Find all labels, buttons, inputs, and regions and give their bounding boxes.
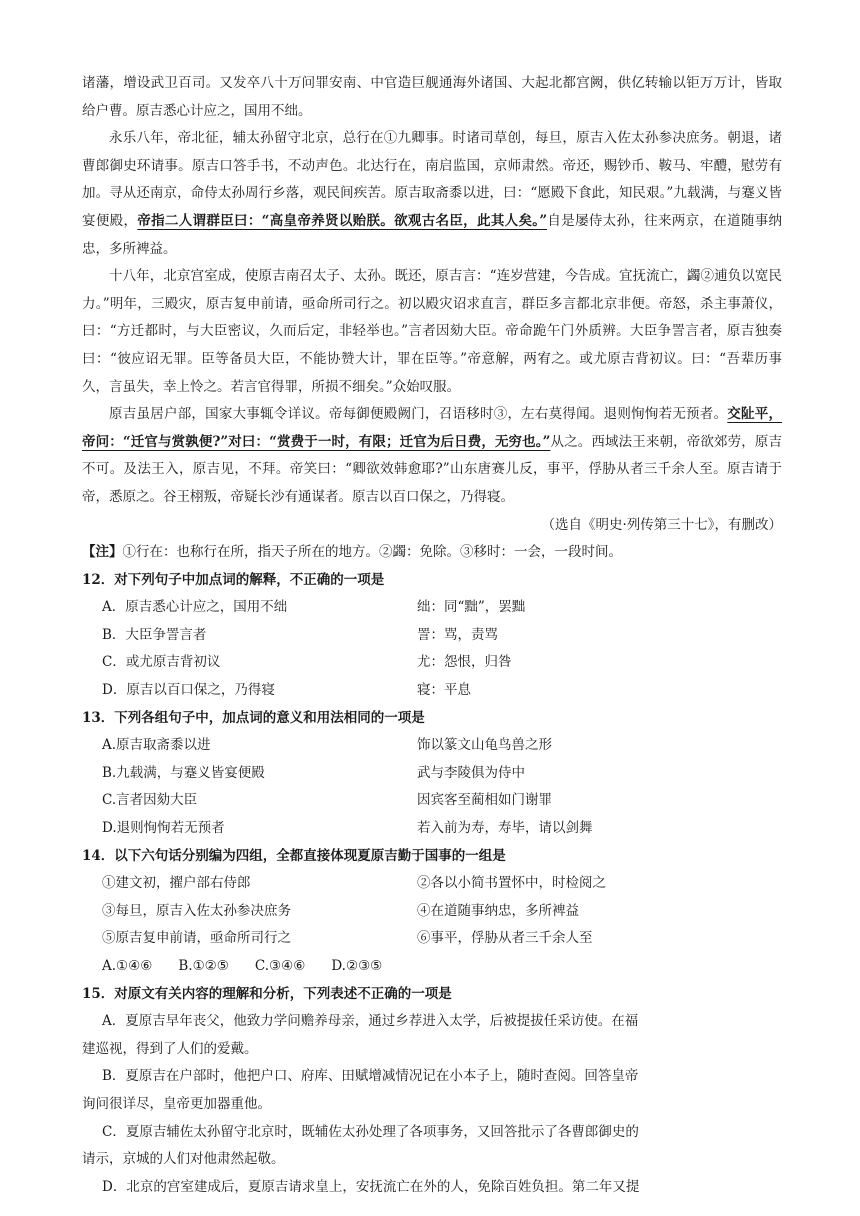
source-citation: （选自《明史·列传第三十七》，有删改） [541, 516, 782, 533]
option-sentence-2: 因宾客至蔺相如门谢罪 [417, 792, 552, 809]
option-sentence-1: A.原吉取斋黍以进 [102, 737, 211, 754]
passage-text: 从之。西域法王来朝，帝欲郊劳，原吉不可。及法王入，原吉见，不拜。帝笑曰：“卿欲效韩愈耶?”山东唐赛儿反，事平，俘胁从者三千余人至。原吉请于帝，悉原之。谷王栩叛，帝疑长沙有通谋者。原吉以百口保之，乃得寝。 [82, 433, 782, 505]
q12-option-b[interactable] [82, 622, 782, 650]
passage-paragraph-1 [82, 125, 782, 263]
q15-option-c[interactable]: C．夏原吉辅佐太孙留守北京时，既辅佐太孙处理了各项事务，又回答批示了各曹郎御史的 [102, 1123, 639, 1140]
q12-option-d[interactable] [82, 677, 782, 705]
underlined-sentence-1: 帝指二人谓群臣曰：“高皇帝养贤以贻朕。欲观古名臣，此其人矣。” [137, 212, 548, 229]
q14-item: ⑥事平，俘胁从者三千余人至 [417, 930, 593, 947]
q13-option-b[interactable] [82, 760, 782, 788]
option-gloss: 詈：骂，责骂 [417, 626, 498, 643]
option-sentence-1: D.退则恂恂若无预者 [102, 820, 225, 837]
q12-option-a[interactable] [82, 594, 782, 622]
q14-item: ③每旦，原吉入佐太孙参决庶务 [102, 902, 291, 919]
option-gloss: 寝：平息 [417, 682, 471, 699]
q13-option-d[interactable] [82, 815, 782, 843]
passage-text: 原吉虽居户部，国家大事辄令详议。帝每御便殿阙门，召语移时③，左右莫得闻。退则恂恂若无预者。 [109, 406, 728, 423]
q14-choice-c[interactable]: C.③④⑥ [254, 958, 306, 974]
passage-paragraph-3 [82, 401, 782, 511]
option-sentence-1: C.言者因劾大臣 [102, 792, 198, 809]
question-14-stem: 14．以下六句话分别编为四组，全都直接体现夏原吉勤于国事的一组是 [82, 847, 506, 864]
q14-item: ④在道随事纳忠，多所裨益 [417, 902, 579, 919]
option-gloss: 绌：同“黜”，罢黜 [417, 599, 526, 616]
option-sentence: D．原吉以百口保之，乃得寝 [102, 682, 275, 699]
option-sentence-1: B.九载满，与蹇义皆宴便殿 [102, 764, 265, 781]
q14-item: ⑤原吉复申前请，亟命所司行之 [102, 930, 291, 947]
q14-item: ②各以小简书置怀中，时检阅之 [417, 875, 606, 892]
q14-choice-a[interactable]: A.①④⑥ [102, 958, 153, 974]
q15-option-c-cont: 请示，京城的人们对他肃然起敬。 [82, 1151, 285, 1168]
option-sentence: A．原吉悉心计应之，国用不绌 [102, 599, 288, 616]
q14-choice-d[interactable]: D.②③⑤ [331, 958, 383, 974]
option-sentence: B．大臣争詈言者 [102, 626, 207, 643]
q15-option-d[interactable]: D．北京的宫室建成后，夏原吉请求皇上，安抚流亡在外的人，免除百姓负担。第二年又提 [102, 1178, 640, 1195]
q14-item-row [82, 870, 782, 898]
q14-item-row [82, 925, 782, 953]
passage-text: 自是屡侍太孙，往来两京，在道随事纳忠，多所裨益。 [82, 212, 783, 257]
question-15-stem: 15．对原文有关内容的理解和分析，下列表述不正确的一项是 [82, 985, 452, 1002]
exam-page [82, 70, 782, 1201]
option-sentence-2: 若入前为寿，寿毕，请以剑舞 [417, 820, 593, 837]
option-gloss: 尤：怨恨，归咎 [417, 654, 512, 671]
option-sentence-2: 饰以篆文山龟鸟兽之形 [417, 737, 552, 754]
annotation-note [82, 539, 782, 567]
note-label: 【注】 [82, 544, 123, 561]
q13-option-c[interactable] [82, 787, 782, 815]
q12-option-c[interactable] [82, 649, 782, 677]
note-text: ①行在：也称行在所，指天子所在的地方。②蠲：免除。③移时：一会，一段时间。 [122, 544, 622, 561]
passage-paragraph-2: 十八年，北京宫室成，使原吉南召太子、太孙。既还，原吉言：“连岁营建，今告成。宜抚流亡，蠲②逋负以宽民力。”明年，三殿灾，原吉复申前请，亟命所司行之。初以殿灾诏求直言，群臣多言都北京非便。帝怒，杀主事萧仪，曰：“方迁都时，与大臣密议，久而后定，非轻举也。”言者因劾大臣。帝命跪午门外质辨。大臣争詈言者，原吉独奏曰：“彼应诏无罪。臣等备员大臣，不能协赞大计，罪在臣等。”帝意解，两宥之。或尤原吉背初议。曰：“吾辈历事久，言虽失，幸上怜之。若言官得罪，所损不细矣。”众始叹服。 [82, 268, 782, 395]
q15-option-b[interactable]: B．夏原吉在户部时，他把户口、府库、田赋增减情况记在小本子上，随时查阅。回答皇帝 [102, 1068, 639, 1085]
q15-option-b-cont: 询问很详尽，皇帝更加器重他。 [82, 1095, 271, 1112]
q13-option-a[interactable] [82, 732, 782, 760]
passage-text: 永乐八年，帝北征，辅太孙留守北京，总行在①九卿事。时诸司草创，每旦，原吉入佐太孙参决庶务。朝退，诸曹郎御史环请事。原吉口答手书，不动声色。北达行在，南启监国，京师肃然。帝还，赐钞币、鞍马、牢醴，慰劳有加。寻从还南京，命侍太孙周行乡落，观民间疾苦。原吉取斋黍以进，曰：“愿殿下食此，知民艰。”九载满，与蹇义皆宴便殿， [82, 130, 782, 229]
q14-item-row [82, 898, 782, 926]
q15-option-a-cont: 建巡视，得到了人们的爱戴。 [82, 1040, 258, 1057]
q14-choices [82, 953, 782, 981]
option-sentence: C．或尤原吉背初议 [102, 654, 221, 671]
question-13-stem: 13．下列各组句子中，加点词的意义和用法相同的一项是 [82, 709, 425, 726]
question-12-stem: 12．对下列句子中加点词的解释，不正确的一项是 [82, 571, 385, 588]
q14-choice-b[interactable]: B.①②⑤ [178, 958, 229, 974]
underlined-sentence-2: 交阯平，帝问：“迁官与赏孰便?”对曰：“赏费于一时，有限；迁官为后日费，无穷也。” [82, 406, 783, 450]
q14-item: ①建文初，擢户部右侍郎 [102, 875, 251, 892]
passage-paragraph-0: 诸藩，增设武卫百司。又发卒八十万问罪安南、中官造巨舰通海外诸国、大起北都宫阙，供亿转输以钜万万计，皆取给户曹。原吉悉心计应之，国用不绌。 [82, 75, 782, 119]
option-sentence-2: 武与李陵俱为侍中 [417, 764, 525, 781]
q15-option-a[interactable]: A．夏原吉早年丧父，他致力学问赡养母亲，通过乡荐进入太学，后被提拔任采访使。在福 [102, 1013, 639, 1030]
